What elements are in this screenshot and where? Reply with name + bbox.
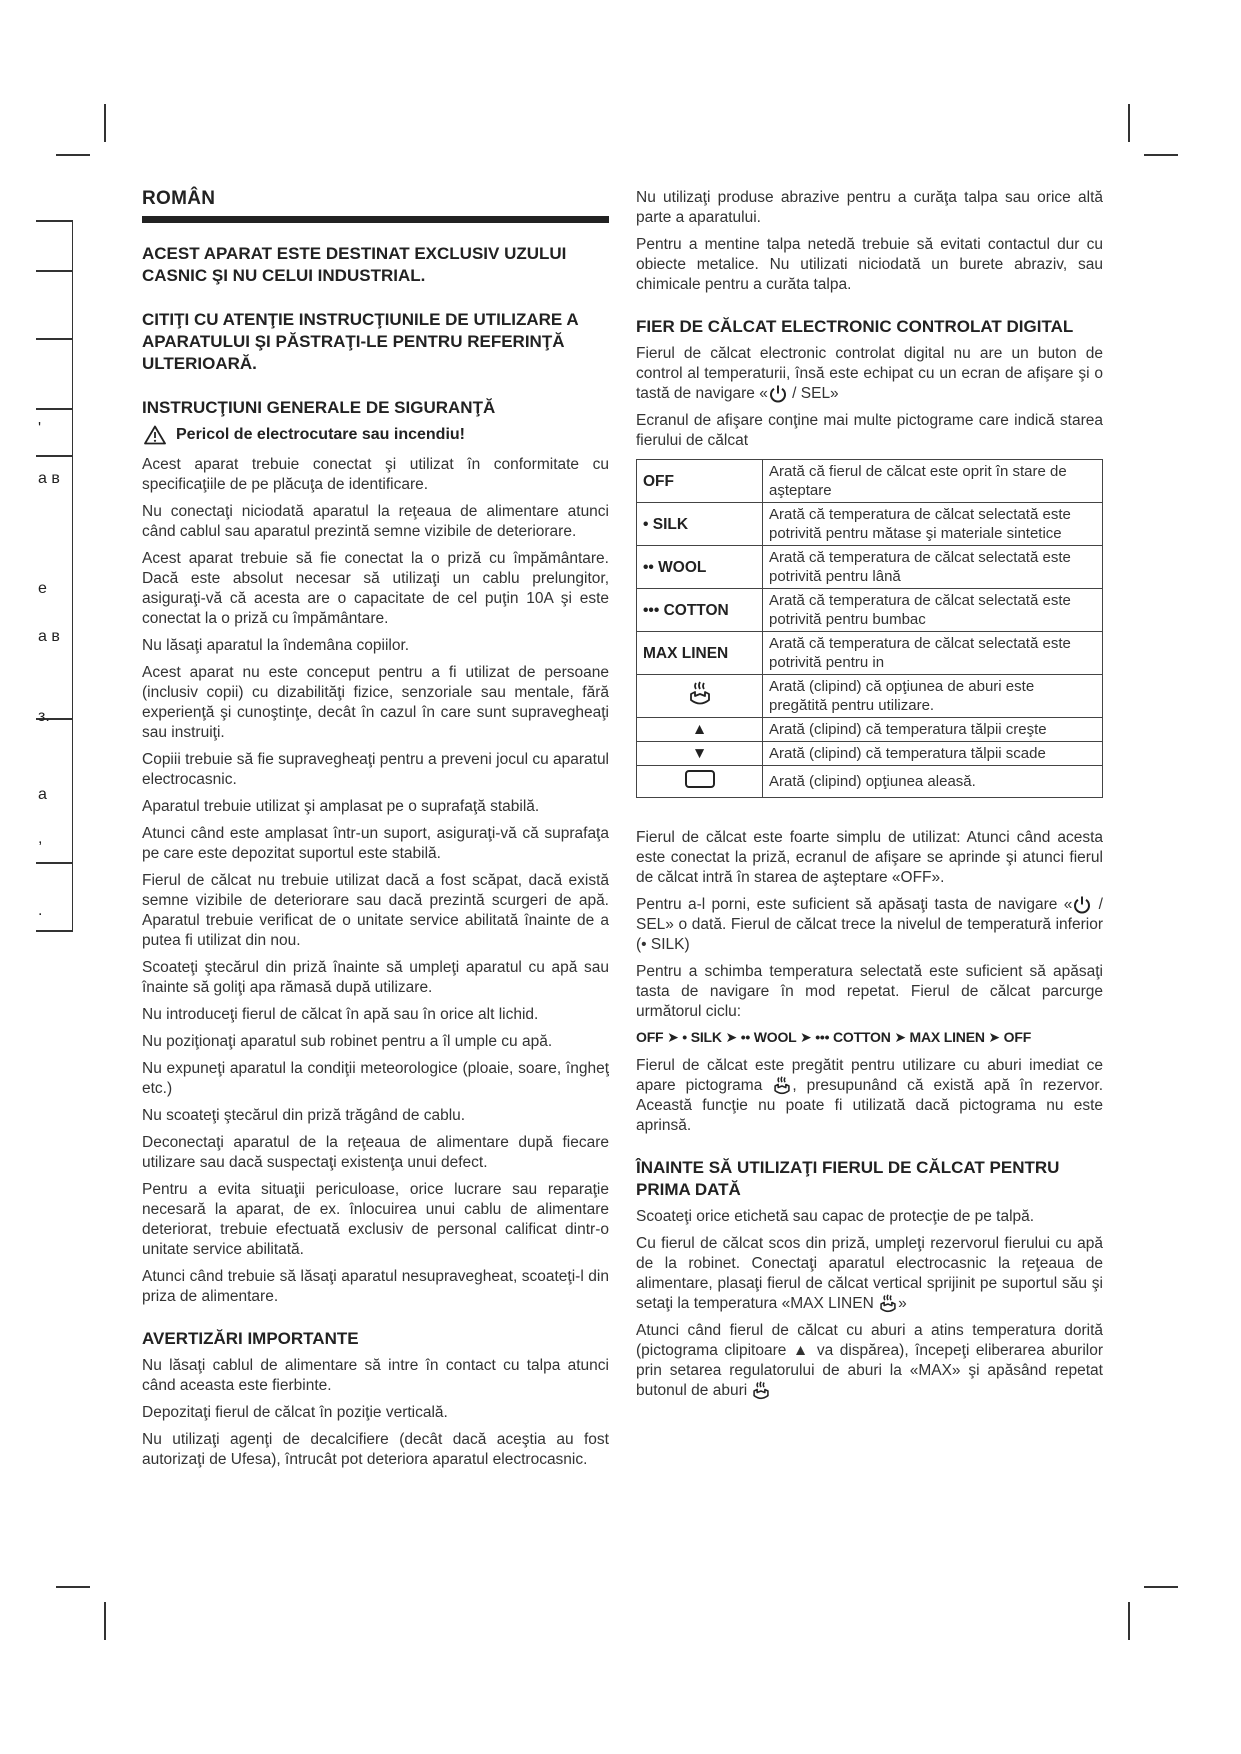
table-key: ••• COTTON [637,589,763,632]
safety-paragraph: Nu introduceţi fierul de călcat în apă sau în orice alt lichid. [142,1006,539,1023]
safety-paragraph: Pentru a evita situaţii periculoase, orice lucrare sau reparaţie necesară la aparat, de ex. înlocuirea unui cablu de alimentare deteriorat, trebuie efectuată exclusiv de personal calificat dintr-o unitate service abilitată. [142,1181,609,1258]
table-key: •• WOOL [637,546,763,589]
table-row [637,460,1103,503]
first-use-heading: ÎNAINTE SĂ UTILIZAŢI FIERUL DE CĂLCAT PENTRU PRIMA DATĂ [636,1158,1060,1200]
safety-paragraph: Acest aparat nu este conceput pentru a fi utilizat de persoane (inclusiv copii) cu dizabilităţi fizice, senzoriale sau mentale, fără experienţă şi cunoştinţe, decât în cazul în care sunt supravegheaţi sau instruiţi. [142,664,609,741]
usage-text-b: , presupunând că există apă în rezervor. Această funcţie nu poate fi utilizată dacă pictograma nu este aprinsă. [636,1077,1103,1135]
digital-paragraph [636,344,1103,404]
power-icon [1072,895,1092,915]
table-key [637,675,763,718]
first-use-paragraph [636,1234,1103,1314]
steam-icon [751,1381,771,1401]
table-key [637,766,763,798]
crop-mark [56,1586,90,1588]
first-use-text-b: » [898,1295,907,1313]
first-use-paragraph: Scoateţi orice etichetă sau capac de protecţie de pe talpă. [636,1208,1035,1226]
table-desc: Arată că temperatura de călcat selectată este potrivită pentru in [763,632,1103,675]
crop-mark [1128,1602,1130,1640]
table-key: OFF [637,460,763,503]
side-bleed-text: . [38,902,43,919]
right-column [636,188,1103,1408]
table-desc: Arată (clipind) opţiunea aleasă. [763,766,1103,798]
side-bleed-text: a в [38,628,60,645]
table-desc: Arată că fierul de călcat este oprit în stare de aşteptare [763,460,1103,503]
safety-paragraph: Deconectaţi aparatul de la reţeaua de alimentare după fiecare utilizare sau dacă suspectaţi existenţa unui defect. [142,1134,609,1171]
safety-paragraph: Nu poziţionaţi aparatul sub robinet pentru a îl umple cu apă. [142,1033,553,1050]
table-row [637,742,1103,766]
safety-heading: INSTRUCŢIUNI GENERALE DE SIGURANŢĂ [142,398,496,417]
table-key: • SILK [637,503,763,546]
side-bleed-line [36,408,72,410]
display-icons-table [636,459,1103,798]
usage-paragraph [636,895,1103,955]
side-bleed-text: a [38,786,47,803]
usage-text-b: / SEL» o dată. Fierul de călcat trece la nivelul de temperatură inferior (• SILK) [636,896,1103,954]
safety-paragraph: Nu lăsaţi aparatul la îndemâna copiilor. [142,637,410,654]
warnings-heading: AVERTIZĂRI IMPORTANTE [142,1329,359,1348]
crop-mark [104,1602,106,1640]
notice-domestic-use: ACEST APARAT ESTE DESTINAT EXCLUSIV UZULUI CASNIC ŞI NU CELUI INDUSTRIAL. [142,244,567,285]
safety-paragraph: Atunci când trebuie să lăsaţi aparatul nesupravegheat, scoateţi-l din priza de alimentare. [142,1268,609,1305]
cleaning-paragraph: Pentru a mentine talpa netedă trebuie să evitati contactul dur cu obiecte metalice. Nu utilizati niciodată un burete abraziv, sau chimicale pentru a curăta talpa. [636,236,1103,293]
side-bleed-text: з. [38,708,50,725]
usage-paragraph: Fierul de călcat este foarte simplu de utilizat: Atunci când acesta este conectat la priză, ecranul de afişare se aprinde şi atunci fierul de călcat intră în starea de aşteptare «OFF». [636,829,1103,887]
crop-mark [104,104,106,142]
table-desc: Arată că temperatura de călcat selectată este potrivită pentru lână [763,546,1103,589]
left-column [142,188,609,1477]
steam-icon [772,1076,792,1096]
table-key: MAX LINEN [637,632,763,675]
temperature-cycle: OFF ➤ • SILK ➤ •• WOOL ➤ ••• COTTON ➤ MAX LINEN ➤ OFF [636,1029,1032,1046]
usage-text-a: Fierul de călcat este pregătit pentru utilizare cu aburi imediat ce apare pictograma [636,1057,1103,1095]
digital-text-a: Fierul de călcat electronic controlat digital nu are un buton de control al temperaturii, însă este echipat cu un ecran de afişare şi o tastă de navigare « [636,345,1103,403]
safety-paragraph: Scoateţi ştecărul din priză înainte să umpleţi aparatul cu apă sau înainte să goliţi apa rămasă după utilizare. [142,959,609,996]
digital-iron-heading: FIER DE CĂLCAT ELECTRONIC CONTROLAT DIGITAL [636,317,1074,336]
side-bleed-text: , [38,830,43,847]
usage-paragraph [636,1056,1103,1136]
first-use-paragraph [636,1321,1103,1401]
selection-frame-icon [684,768,716,790]
crop-mark [1128,104,1130,142]
side-bleed-line [36,862,72,864]
language-title: ROMÂN [142,188,216,209]
safety-paragraph: Aparatul trebuie utilizat şi amplasat pe o suprafaţă stabilă. [142,798,540,815]
safety-paragraph: Acest aparat trebuie să fie conectat la o priză cu împământare. Dacă este absolut necesar să utilizaţi un cablu prelungitor, asiguraţi-vă că acesta are o capacitate de cel puţin 10A şi este conectat la o priză cu împământare. [142,550,609,627]
crop-mark [56,154,90,156]
table-desc: Arată că temperatura de călcat selectată este potrivită pentru mătase şi materiale sintetice [763,503,1103,546]
table-desc: Arată (clipind) că temperatura tălpii creşte [763,718,1103,742]
table-row [637,675,1103,718]
safety-paragraph: Atunci când este amplasat într-un suport, asiguraţi-vă că suprafaţa pe care este depozitat suportul este stabilă. [142,825,609,862]
safety-paragraph: Fierul de călcat nu trebuie utilizat dacă a fost scăpat, dacă există semne vizibile de deteriorare sau dacă prezintă scurgeri de apă. Aparatul trebuie verificat de o unitate service abilitată înainte de a putea fi utilizat din nou. [142,872,609,949]
down-arrow-icon: ▼ [637,742,763,766]
side-bleed-line [36,338,72,340]
table-row [637,589,1103,632]
usage-paragraph: Pentru a schimba temperatura selectată este suficient să apăsaţi tasta de navigare în mod repetat. Fierul de călcat parcurge următorul ciclu: [636,963,1103,1021]
side-bleed-line [36,220,72,222]
table-desc: Arată (clipind) că opţiunea de aburi este pregătită pentru utilizare. [763,675,1103,718]
first-use-text-a: Cu fierul de călcat scos din priză, umpleţi rezervorul fierului cu apă de la robinet. Conectaţi aparatul electrocasnic la reţeaua de alimentare, plasaţi fierul de călcat vertical sprijinit pe suportul său şi setaţi la temperatura «MAX LINEN [636,1235,1103,1313]
warnings-paragraph: Nu lăsaţi cablul de alimentare să intre în contact cu talpa atunci când aceasta este fierbinte. [142,1357,609,1394]
safety-paragraph: Nu expuneţi aparatul la condiţii meteorologice (ploaie, soare, îngheţ etc.) [142,1060,609,1097]
safety-paragraph: Acest aparat trebuie conectat şi utilizat în conformitate cu specificaţiile de pe plăcuţa de identificare. [142,456,609,493]
safety-paragraph: Nu conectaţi niciodată aparatul la reţeaua de alimentare atunci când cablul sau aparatul prezintă semne vizibile de deteriorare. [142,503,609,540]
side-bleed-line [36,270,72,272]
warning-text: Pericol de electrocutare sau incendiu! [176,426,465,443]
up-arrow-icon: ▲ [637,718,763,742]
warnings-paragraph: Nu utilizaţi agenţi de decalcifiere (decât dacă aceştia au fost autorizaţi de Ufesa), întrucât pot deteriora aparatul electrocasnic. [142,1431,609,1468]
side-bleed-line [36,930,72,932]
crop-mark [1144,154,1178,156]
table-row [637,546,1103,589]
title-rule [142,216,609,223]
safety-paragraph: Copiii trebuie să fie supravegheaţi pentru a preveni jocul cu aparatul electrocasnic. [142,751,610,788]
table-row [637,503,1103,546]
usage-text-a: Pentru a-l porni, este suficient să apăsaţi tasta de navigare « [636,896,1073,914]
side-bleed-text: a в [38,470,60,487]
table-desc: Arată (clipind) că temperatura tălpii scade [763,742,1103,766]
warning-triangle-icon [144,425,166,445]
table-row [637,632,1103,675]
warning-line [142,425,609,445]
digital-text-b: / SEL» [787,385,839,403]
side-bleed-text: e [38,580,47,597]
digital-paragraph: Ecranul de afişare conţine mai multe pictograme care indică starea fierului de călcat [636,412,1103,450]
warnings-paragraph: Depozitaţi fierul de călcat în poziţie verticală. [142,1404,448,1421]
side-bleed-text: ' [38,420,42,437]
steam-icon [878,1294,898,1314]
power-icon [768,384,788,404]
steam-icon [687,681,713,707]
crop-mark [1144,1586,1178,1588]
notice-read-instructions: CITIŢI CU ATENŢIE INSTRUCŢIUNILE DE UTILIZARE A APARATULUI ŞI PĂSTRAŢI-LE PENTRU REFERINŢĂ ULTERIOARĂ. [142,310,578,373]
cleaning-paragraph: Nu utilizaţi produse abrazive pentru a curăţa talpa sau orice altă parte a aparatului. [636,189,1103,226]
table-row [637,718,1103,742]
table-row [637,766,1103,798]
side-bleed-frame [36,220,73,932]
table-desc: Arată că temperatura de călcat selectată este potrivită pentru bumbac [763,589,1103,632]
first-use-text-a: Atunci când fierul de călcat cu aburi a atins temperatura dorită (pictograma clipitoare ▲ va dispărea), începeţi eliberarea aburilor prin setarea regulatorului de aburi la «MAX» şi apăsând repetat butonul de aburi [636,1322,1103,1400]
safety-paragraph: Nu scoateţi ştecărul din priză trăgând de cablu. [142,1107,466,1124]
side-bleed-line [36,455,72,457]
